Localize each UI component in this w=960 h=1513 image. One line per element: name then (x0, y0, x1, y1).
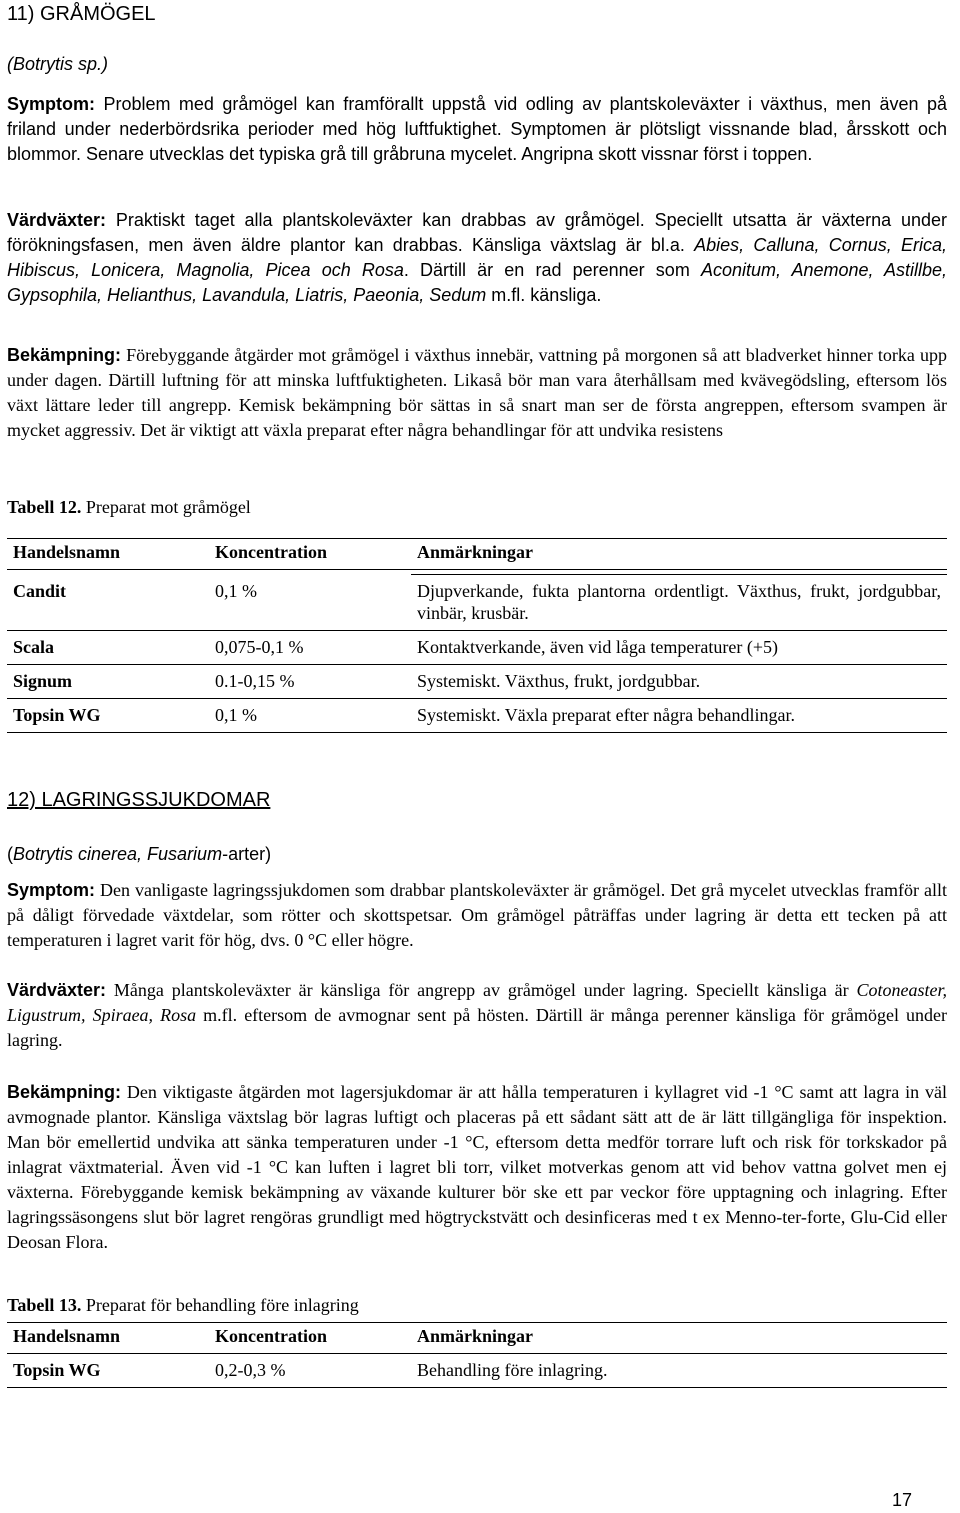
hosts-text-2: m.fl. eftersom de avmognar sent på hösten. Därtill är många perenner känsliga för gråmögel under lagring. (7, 1005, 947, 1050)
hosts-text-1: Praktiskt taget alla plantskoleväxter kan drabbas av gråmögel. Speciellt utsatta är växterna under förökningsfasen, men även äldre plantor kan drabbas. Känsliga växtslag är bl.a. (7, 210, 947, 255)
hosts-italic-2: Aconitum, Anemone, Astillbe, Gypsophila, Helianthus, Lavandula, Liatris, Paeonia, Sedum (7, 260, 948, 305)
table-cell-concentration: 0,1 % (209, 575, 411, 631)
subtitle-rest: -arter) (222, 844, 272, 864)
control-text: Förebyggande åtgärder mot gråmögel i växthus innebär, vattning på morgonen så att bladverket hinner torka upp under dagen. Därtill luftning för att minska luftfuktigheten. Likaså bör man vara återhållsam med kvävegödsling, eftersom lös växt lättare leder till angrepp. Kemisk bekämpning bör sättas in så snart man ser de första angreppen, eftersom svampen är mycket aggressiv. Det är viktigt att växla preparat efter några behandlingar för att undvika resistens (7, 345, 947, 440)
table-header-cell: Koncentration (209, 1323, 411, 1354)
table-12 (7, 538, 947, 733)
section-11-title: 11) GRÅMÖGEL (7, 3, 156, 25)
table-12-label: Tabell 12. (7, 497, 82, 517)
table-cell-remarks: Systemiskt. Växla preparat efter några behandlingar. (411, 699, 947, 733)
symptom-label: Symptom: (7, 880, 96, 900)
table-cell-name: Topsin WG (7, 699, 209, 733)
section-11-hosts-paragraph (7, 208, 947, 308)
table-cell-name: Scala (7, 631, 209, 665)
symptom-text: Den vanligaste lagringssjukdomen som drabbar plantskoleväxter är gråmögel. Det grå mycelet utvecklas framför allt på dåligt förvedade växtdelar, som rötter och skottspetsar. Om gråmögel påträffas under lagring är detta ett tecken på att temperaturen i lagret varit för hög, dvs. 0 °C eller högre. (7, 880, 947, 950)
table-cell-name: Candit (7, 575, 209, 631)
table-cell-concentration: 0.1-0,15 % (209, 665, 411, 699)
control-text: Den viktigaste åtgärden mot lagersjukdomar är att hålla temperaturen i kyllagret vid -1 °C samt att lagra in väl avmognade plantor. Känsliga växtslag bör lagras luftigt och placeras på ett sådant sätt att de är lätt tillgängliga för inspektion. Man bör emellertid undvika att sänka temperaturen under -1 °C, eftersom detta medför torrare luft och risk för torkskador på inlagrat växtmaterial. Även vid -1 °C kan luften i lagret bli torr, vilket motverkas genom att vid behov vattna golvet men ej växterna. Förebyggande kemisk bekämpning av växande kulturer bör ske ett par veckor före upptagning och inlagring. Efter lagringssäsongens slut bör lagret rengöras grundligt med högtryckstvätt och desinficeras med t ex Menno-ter-forte, Glu-Cid eller Deosan Flora. (7, 1082, 947, 1252)
hosts-text-2: . Därtill är en rad perenner som (403, 260, 701, 280)
hosts-text-1: Många plantskoleväxter är känsliga för angrepp av gråmögel under lagring. Speciellt känsliga är (106, 980, 857, 1000)
section-12-hosts-paragraph (7, 978, 947, 1053)
table-12-caption-text: Preparat mot gråmögel (81, 497, 251, 517)
hosts-label: Värdväxter: (7, 980, 107, 1000)
table-row (7, 1354, 947, 1388)
hosts-italic-1: Abies, Calluna, Cornus, Erica, Hibiscus, Lonicera, Magnolia, Picea och Rosa (7, 235, 947, 280)
table-13-caption (7, 1293, 359, 1318)
table-row (7, 699, 947, 733)
table-13 (7, 1322, 947, 1388)
table-header-row (7, 539, 947, 570)
hosts-label: Värdväxter: (7, 210, 107, 230)
table-header-cell: Anmärkningar (411, 539, 947, 570)
table-cell-name: Signum (7, 665, 209, 699)
hosts-italic-1: Cotoneaster, Ligustrum, Spiraea, Rosa (7, 980, 947, 1025)
table-row (7, 575, 947, 631)
table-12-caption (7, 495, 251, 520)
table-header-cell: Handelsnamn (7, 539, 209, 570)
table-header-cell: Anmärkningar (411, 1323, 947, 1354)
control-label: Bekämpning: (7, 345, 122, 365)
table-row (7, 665, 947, 699)
section-11-symptom-paragraph (7, 92, 947, 167)
symptom-text: Problem med gråmögel kan framförallt uppstå vid odling av plantskoleväxter i växthus, men även på friland under nederbördsrika perioder med hög luftfuktighet. Symptomen är plötsligt vissnande blad, årsskott och blommor. Senare utvecklas det typiska grå till gråbruna mycelet. Angripna skott vissnar först i toppen. (7, 94, 947, 164)
page-number: 17 (891, 1490, 912, 1510)
table-cell-remarks: Systemiskt. Växthus, frukt, jordgubbar. (411, 665, 947, 699)
section-12-subtitle (7, 842, 271, 867)
table-cell-remarks: Kontaktverkande, även vid låga temperaturer (+5) (411, 631, 947, 665)
section-12-title: 12) LAGRINGSSJUKDOMAR (7, 789, 271, 811)
subtitle-italic: Botrytis cinerea, Fusarium (13, 844, 223, 864)
symptom-label: Symptom: (7, 94, 96, 114)
section-11-subtitle: (Botrytis sp.) (7, 54, 109, 74)
table-13-caption-text: Preparat för behandling före inlagring (81, 1295, 359, 1315)
table-row (7, 631, 947, 665)
hosts-text-3: m.fl. känsliga. (486, 285, 602, 305)
subtitle-open: ( (7, 844, 13, 864)
table-cell-remarks: Behandling före inlagring. (411, 1354, 947, 1388)
section-12-control-paragraph (7, 1080, 947, 1255)
table-cell-concentration: 0,1 % (209, 699, 411, 733)
section-12-symptom-paragraph (7, 878, 947, 953)
table-header-cell: Handelsnamn (7, 1323, 209, 1354)
table-cell-concentration: 0,075-0,1 % (209, 631, 411, 665)
table-cell-remarks: Djupverkande, fukta plantorna ordentligt. Växthus, frukt, jordgubbar, vinbär, krusbär. (411, 575, 947, 631)
section-11-control-paragraph (7, 343, 947, 443)
table-13-label: Tabell 13. (7, 1295, 82, 1315)
table-header-row (7, 1323, 947, 1354)
table-cell-concentration: 0,2-0,3 % (209, 1354, 411, 1388)
control-label: Bekämpning: (7, 1082, 122, 1102)
table-cell-name: Topsin WG (7, 1354, 209, 1388)
table-header-cell: Koncentration (209, 539, 411, 570)
